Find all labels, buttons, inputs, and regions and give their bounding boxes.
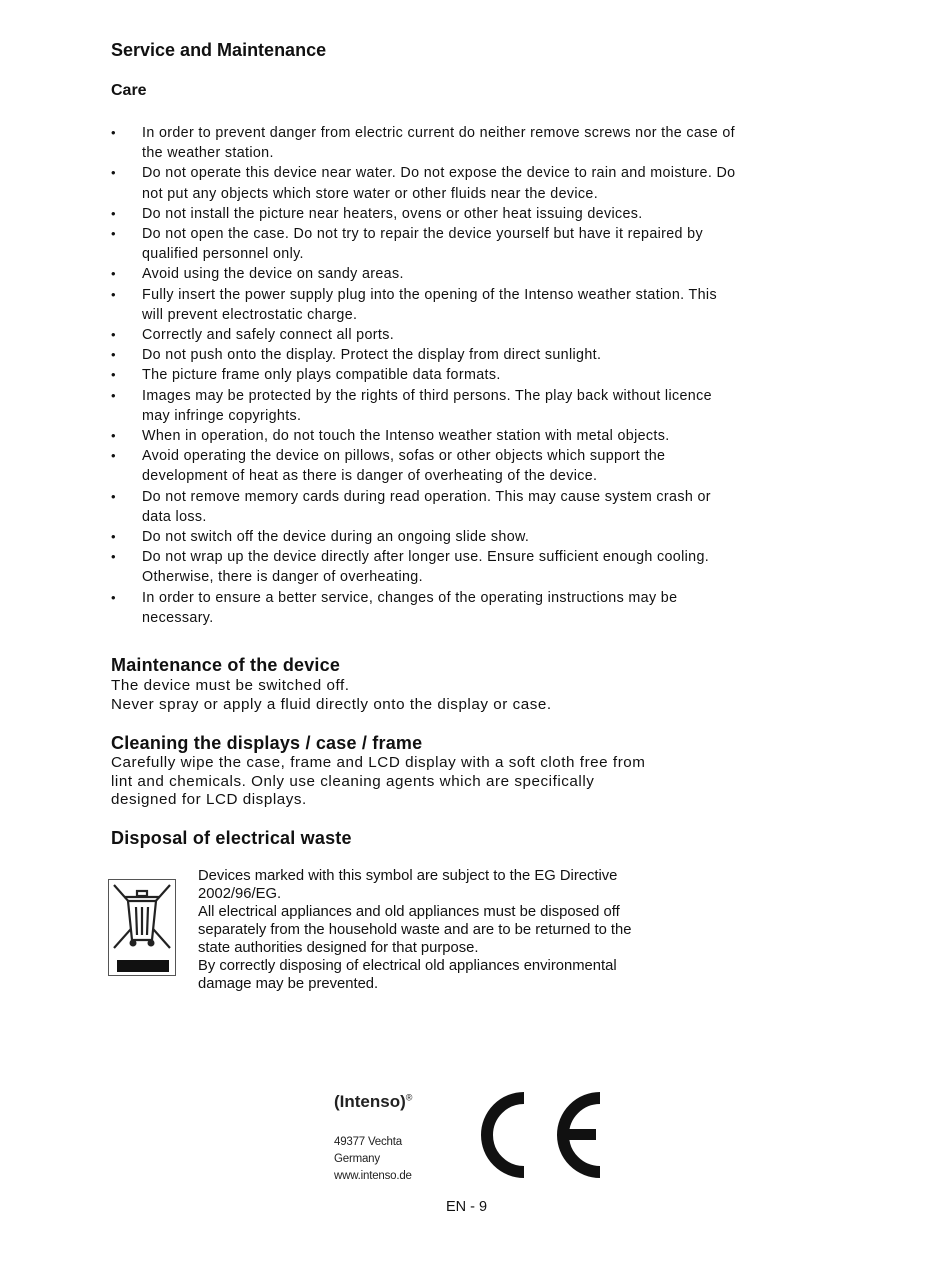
care-list-item — [111, 527, 791, 547]
disposal-line: separately from the household waste and are to be returned to the — [198, 922, 632, 938]
care-item-line: • Avoid operating the device on pillows, sofas or other objects which support the — [142, 448, 666, 465]
care-item-line: Otherwise, there is danger of overheating. — [142, 569, 423, 586]
maintenance-heading: Maintenance of the device — [111, 655, 341, 675]
care-list-item — [111, 487, 791, 527]
intenso-logo — [334, 1092, 412, 1112]
cleaning-heading: Cleaning the displays / case / frame — [111, 733, 423, 753]
disposal-line: Devices marked with this symbol are subject to the EG Directive — [198, 868, 618, 884]
care-item-line: development of heat as there is danger of overheating of the device. — [142, 468, 598, 485]
brand-name: (Intenso) — [334, 1092, 406, 1111]
care-list-item — [111, 325, 791, 345]
care-list-item — [111, 547, 791, 587]
address-line: Germany — [334, 1153, 380, 1165]
maintenance-line: Never spray or apply a fluid directly onto the display or case. — [111, 695, 552, 713]
care-list-item — [111, 224, 791, 264]
care-item-line: may infringe copyrights. — [142, 407, 302, 424]
care-list-item — [111, 446, 791, 486]
care-item-line: qualified personnel only. — [142, 246, 304, 263]
address-line: www.intenso.de — [334, 1170, 412, 1182]
care-item-line: • Do not push onto the display. Protect the display from direct sunlight. — [142, 347, 602, 364]
cleaning-line: designed for LCD displays. — [111, 791, 307, 808]
care-item-line: • Avoid using the device on sandy areas. — [142, 266, 404, 283]
care-list-item — [111, 204, 791, 224]
maintenance-text — [111, 677, 552, 714]
disposal-heading: Disposal of electrical waste — [111, 828, 352, 848]
care-item-line: • When in operation, do not touch the Intenso weather station with metal objects. — [142, 428, 670, 445]
care-item-line: • Do not install the picture near heaters, ovens or other heat issuing devices. — [142, 205, 643, 222]
care-item-line: • The picture frame only plays compatible data formats. — [142, 367, 501, 384]
care-list — [111, 123, 791, 628]
care-item-line: will prevent electrostatic charge. — [142, 306, 358, 323]
care-list-item — [111, 163, 791, 203]
disposal-line: 2002/96/EG. — [198, 886, 282, 902]
care-list-item — [111, 285, 791, 325]
care-item-line: necessary. — [142, 609, 214, 626]
page-number: EN - 9 — [445, 1199, 488, 1215]
care-item-line: • Do not switch off the device during an ongoing slide show. — [142, 529, 530, 546]
disposal-line: By correctly disposing of electrical old appliances environmental — [198, 958, 617, 974]
care-item-line: data loss. — [142, 508, 207, 525]
care-list-item — [111, 123, 791, 163]
care-heading: Care — [111, 82, 147, 99]
care-item-line: • Do not open the case. Do not try to repair the device yourself but have it repaired by — [142, 226, 703, 243]
care-item-line: not put any objects which store water or other fluids near the device. — [142, 185, 599, 202]
care-item-line: • In order to prevent danger from electric current do neither remove screws nor the case of — [142, 125, 735, 141]
disposal-line: All electrical appliances and old appliances must be disposed off — [198, 904, 620, 920]
manufacturer-address — [334, 1134, 412, 1185]
care-item-line: • In order to ensure a better service, changes of the operating instructions may be — [142, 589, 678, 606]
ce-mark-icon — [476, 1088, 606, 1182]
maintenance-line: The device must be switched off. — [111, 677, 350, 694]
care-item-line: • Fully insert the power supply plug into the opening of the Intenso weather station. This — [142, 286, 717, 303]
disposal-text — [198, 867, 678, 993]
care-list-item — [111, 345, 791, 365]
care-item-line: • Do not remove memory cards during read operation. This may cause system crash or — [142, 488, 711, 505]
address-line: 49377 Vechta — [334, 1136, 402, 1148]
cleaning-line: lint and chemicals. Only use cleaning agents which are specifically — [111, 772, 595, 790]
cleaning-line: Carefully wipe the case, frame and LCD display with a soft cloth free from — [111, 754, 646, 771]
weee-crossed-bin-icon — [108, 879, 176, 976]
care-item-line: • Correctly and safely connect all ports. — [142, 327, 395, 344]
care-item-line: • Do not operate this device near water. Do not expose the device to rain and moisture. Do — [142, 165, 736, 182]
care-list-item — [111, 426, 791, 446]
page-title: Service and Maintenance — [111, 40, 327, 60]
care-list-item — [111, 365, 791, 385]
disposal-line: state authorities designed for that purpose. — [198, 940, 479, 956]
care-list-item — [111, 386, 791, 426]
care-item-line: the weather station. — [142, 145, 274, 162]
registered-mark: ® — [405, 1092, 413, 1103]
cleaning-text — [111, 754, 646, 810]
disposal-line: damage may be prevented. — [198, 976, 379, 992]
care-list-item — [111, 588, 791, 628]
care-item-line: • Do not wrap up the device directly after longer use. Ensure sufficient enough cooling. — [142, 549, 710, 566]
care-list-item — [111, 264, 791, 284]
care-item-line: • Images may be protected by the rights of third persons. The play back without licence — [142, 387, 712, 404]
